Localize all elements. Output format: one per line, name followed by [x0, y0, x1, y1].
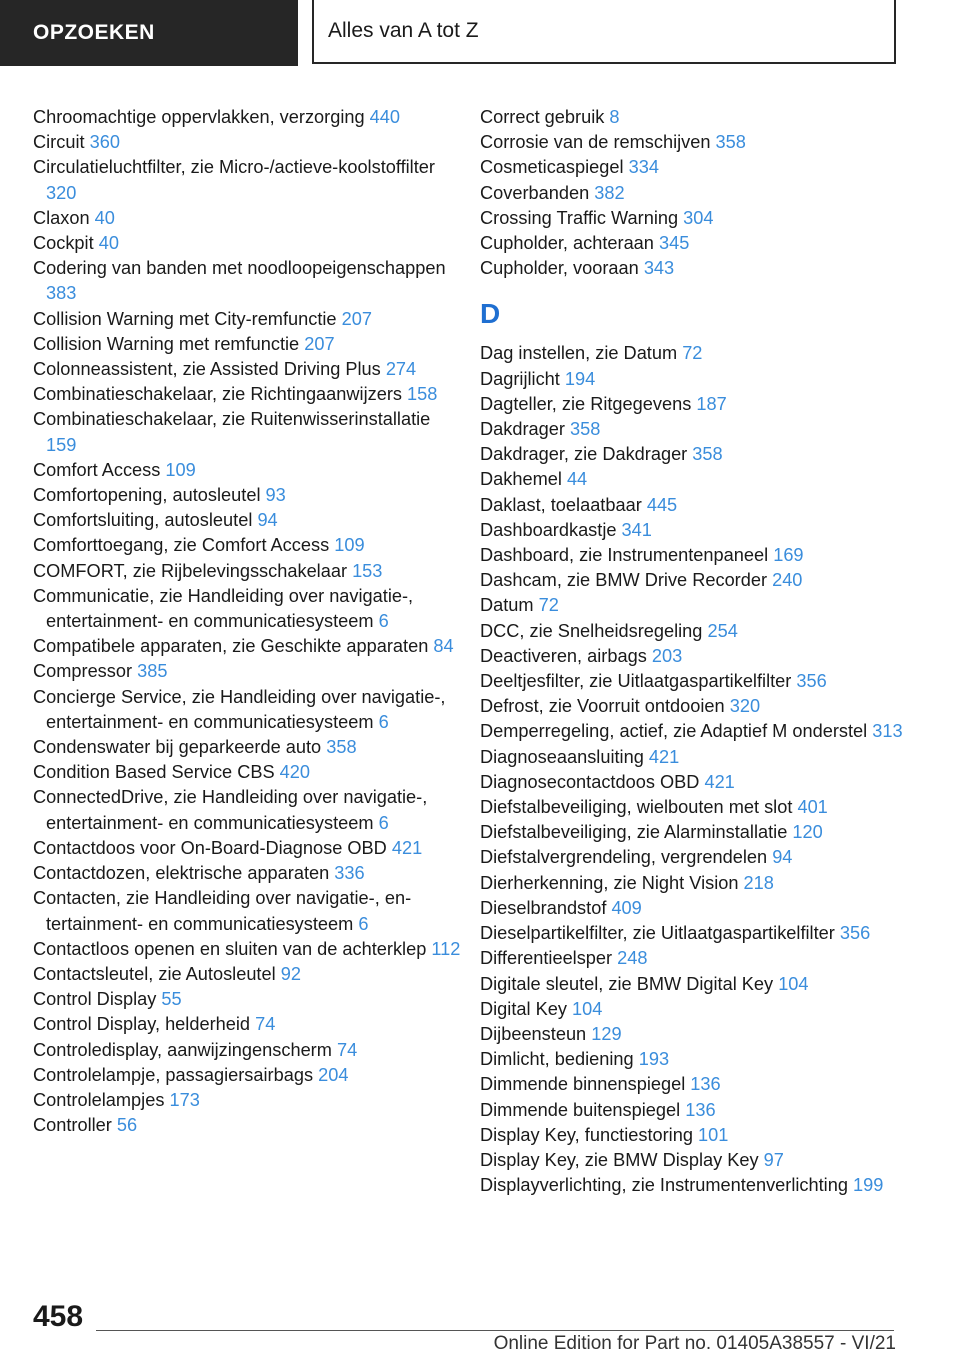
page-link[interactable]: 358 — [569, 419, 601, 440]
index-entry-text: Dimmende binnenspiegel — [480, 1074, 691, 1095]
index-group-c — [480, 105, 910, 281]
page-link[interactable]: 274 — [385, 359, 417, 380]
index-entry-text: Diefstalbeveiliging, zie Alarminstallatie — [480, 822, 793, 843]
page-link[interactable]: 360 — [89, 132, 120, 153]
index-entry — [33, 962, 463, 987]
page-link[interactable]: 104 — [572, 998, 603, 1019]
index-entry-text: Dimmende buitenspiegel — [480, 1099, 686, 1120]
page-link[interactable]: 40 — [98, 233, 119, 254]
index-entry-text: Digital Key — [480, 998, 572, 1019]
index-entry — [33, 559, 463, 584]
index-entry — [480, 896, 910, 921]
page-link[interactable]: 112 — [431, 938, 461, 959]
index-entry-text: Comfortsluiting, autosleutel — [33, 510, 258, 531]
index-entry-text: COMFORT, zie Rijbelevingsschakelaar — [33, 560, 353, 581]
index-entry-text: Correct gebruik — [480, 107, 610, 127]
index-entry-text: Dagrijlicht — [480, 368, 565, 389]
index-entry — [480, 1098, 910, 1123]
index-entry — [480, 1022, 910, 1047]
page-link[interactable]: 159 — [46, 434, 77, 455]
index-entry-text: Compatibele apparaten, zie Geschikte apparaten — [33, 636, 434, 657]
index-entry-text: Diagnosecontactdoos OBD — [480, 771, 705, 792]
page-link[interactable]: 136 — [690, 1074, 721, 1095]
index-entry — [33, 659, 463, 684]
index-entry — [33, 357, 463, 382]
index-entry — [33, 760, 463, 785]
page-link[interactable]: 187 — [696, 393, 727, 414]
page-link[interactable]: 173 — [169, 1089, 200, 1110]
index-entry — [33, 886, 463, 936]
index-entry-text: Dagteller, zie Ritgegevens — [480, 393, 697, 414]
index-entry-text: Contactdoos voor On-Board-Diagnose OBD — [33, 837, 392, 858]
page-link[interactable]: 218 — [743, 872, 774, 893]
index-entry-text: Cupholder, achteraan — [480, 233, 659, 254]
index-entry — [33, 861, 463, 886]
page-link[interactable]: 304 — [683, 207, 714, 228]
section-title: Alles van A tot Z — [328, 19, 479, 42]
index-entry-text: Collision Warning met remfunctie — [33, 333, 305, 354]
footer-divider — [96, 1330, 894, 1331]
page-link[interactable]: 84 — [433, 636, 454, 657]
index-entry-text: Circuit — [33, 132, 90, 153]
index-entry-text: Cosmeticaspiegel — [480, 157, 629, 178]
page-link[interactable]: 94 — [257, 510, 278, 531]
page-link[interactable]: 383 — [46, 283, 77, 304]
index-entry — [480, 130, 910, 155]
page-link[interactable]: 320 — [729, 696, 761, 717]
page-link[interactable]: 120 — [792, 822, 823, 843]
page-link[interactable]: 254 — [707, 620, 738, 641]
index-entry — [480, 972, 910, 997]
page-link[interactable]: 421 — [648, 746, 680, 767]
index-entry — [33, 105, 463, 130]
index-entry-text: Contactsleutel, zie Autosleutel — [33, 963, 281, 984]
index-entry-text: Dakdrager — [480, 419, 570, 440]
index-entry — [480, 619, 910, 644]
page-link[interactable]: 92 — [280, 963, 301, 984]
page-link[interactable]: 109 — [334, 535, 365, 556]
index-entry-text: Colonneassistent, zie Assisted Driving Plus — [33, 359, 386, 380]
page-link[interactable]: 421 — [391, 837, 423, 858]
index-entry-text: Dakdrager, zie Dakdrager — [480, 444, 693, 465]
page-link[interactable]: 72 — [682, 343, 703, 364]
index-entry-text: Diefstalvergrendeling, vergrendelen — [480, 847, 773, 868]
page-link[interactable]: 104 — [778, 973, 809, 994]
index-entry-text: Datum — [480, 595, 539, 616]
index-entry-text: Concierge Service, zie Handleiding over navigatie-, entertainment- en communicatiesysteem — [33, 686, 451, 732]
index-entry — [33, 1038, 463, 1063]
page-link[interactable]: 382 — [594, 182, 625, 203]
page-number: 458 — [33, 1300, 84, 1333]
index-entry-text: Comforttoegang, zie Comfort Access — [33, 535, 335, 556]
page-link[interactable]: 44 — [566, 469, 588, 490]
index-entry-text: Controlelampjes — [33, 1089, 170, 1110]
index-entry — [480, 820, 910, 845]
index-entry-text: Chroomachtige oppervlakken, verzorging — [33, 107, 370, 127]
index-entry-text: Contacten, zie Handleiding over navigatie-, entertainment- en communicatiesysteem — [33, 888, 412, 934]
index-entry-text: Display Key, functiestoring — [480, 1124, 699, 1145]
index-entry-text: Dijbeensteun — [480, 1023, 592, 1044]
index-entry — [480, 367, 910, 392]
index-entry-text: Controller — [33, 1115, 117, 1136]
page-link[interactable]: 72 — [538, 595, 559, 616]
page-link[interactable]: 6 — [378, 611, 389, 632]
index-entry — [33, 231, 463, 256]
index-entry — [480, 105, 910, 130]
index-entry-text: Control Display, helderheid — [33, 1014, 256, 1035]
index-entry-text: Differentieelsper — [480, 948, 618, 969]
index-entry — [33, 634, 463, 659]
index-entry — [33, 584, 463, 634]
page-link[interactable]: 153 — [352, 560, 383, 581]
footer-edition-text: Online Edition for Part no. 01405A38557 - VI/21 — [493, 1333, 896, 1354]
index-entry — [33, 206, 463, 231]
page-link[interactable]: 421 — [704, 771, 735, 792]
page-link[interactable]: 385 — [137, 661, 168, 682]
index-entry — [33, 483, 463, 508]
page-link[interactable]: 343 — [643, 258, 675, 279]
page-link[interactable]: 240 — [772, 570, 803, 591]
page-link[interactable]: 97 — [763, 1149, 784, 1170]
index-entry — [480, 206, 910, 231]
index-entry — [33, 785, 463, 835]
page-link[interactable]: 409 — [611, 897, 642, 918]
page-link[interactable]: 356 — [796, 671, 827, 692]
index-entry-text: Dierherkenning, zie Night Vision — [480, 872, 744, 893]
index-column-right — [480, 105, 910, 1198]
index-entry — [33, 256, 463, 306]
index-column-left — [33, 105, 463, 1138]
page-link[interactable]: 320 — [46, 182, 77, 203]
index-entry — [480, 417, 910, 442]
index-entry-text: Claxon — [33, 207, 95, 228]
letter-heading-d: D — [480, 298, 501, 330]
index-entry-text: Cockpit — [33, 233, 99, 254]
index-entry-text: Circulatieluchtfilter, zie Micro-/actieve-koolstoffilter — [33, 157, 440, 178]
index-entry-text: Dashboard, zie Instrumentenpaneel — [480, 545, 774, 566]
index-entry — [33, 508, 463, 533]
page-link[interactable]: 204 — [318, 1064, 349, 1085]
index-entry-text: Display Key, zie BMW Display Key — [480, 1149, 764, 1170]
index-entry — [33, 937, 463, 962]
index-entry-text: Diagnoseaansluiting — [480, 746, 649, 767]
index-entry-text: Crossing Traffic Warning — [480, 207, 684, 228]
page-link[interactable]: 358 — [692, 444, 723, 465]
chapter-tab-opzoeken[interactable] — [0, 0, 298, 66]
index-entry — [480, 795, 910, 820]
page-link[interactable]: 345 — [658, 233, 690, 254]
index-entry-text: Combinatieschakelaar, zie Ruitenwisserinstallatie — [33, 409, 436, 430]
page-link[interactable]: 194 — [564, 368, 596, 389]
index-entry-text: DCC, zie Snelheidsregeling — [480, 620, 708, 641]
index-entry — [480, 231, 910, 256]
page-link[interactable]: 401 — [797, 797, 828, 818]
index-entry-text: Condition Based Service CBS — [33, 762, 280, 783]
index-entry — [480, 1047, 910, 1072]
index-entry-text: Contactloos openen en sluiten van de achterklep — [33, 938, 432, 959]
index-entry-text: Defrost, zie Voorruit ontdooien — [480, 696, 730, 717]
index-entry — [480, 1072, 910, 1097]
page-link[interactable]: 193 — [638, 1049, 670, 1070]
index-entry-text: Contactdozen, elektrische apparaten — [33, 863, 335, 884]
index-entry — [480, 593, 910, 618]
index-entry-text: Corrosie van de remschijven — [480, 132, 716, 153]
page-link[interactable]: 56 — [116, 1115, 138, 1136]
index-entry-text: Dieselpartikelfilter, zie Uitlaatgaspartikelfilter — [480, 923, 840, 944]
page-link[interactable]: 248 — [617, 948, 648, 969]
index-group-d — [480, 341, 910, 1198]
page-link[interactable]: 109 — [165, 459, 196, 480]
page-link[interactable]: 420 — [279, 762, 311, 783]
index-entry-text: Cupholder, vooraan — [480, 258, 644, 279]
index-entry — [33, 155, 463, 205]
page-link[interactable]: 94 — [772, 847, 793, 868]
index-entry — [480, 467, 910, 492]
index-entry — [33, 1063, 463, 1088]
index-entry-text: Demperregeling, actief, zie Adaptief M onderstel — [480, 721, 873, 742]
index-entry-text: Dimlicht, bediening — [480, 1049, 639, 1070]
index-entry — [480, 997, 910, 1022]
page-header — [0, 0, 960, 66]
page-link[interactable]: 445 — [646, 494, 678, 515]
page-link[interactable]: 207 — [341, 308, 372, 329]
page-link[interactable]: 440 — [369, 107, 401, 127]
page-link[interactable]: 74 — [255, 1014, 276, 1035]
page-link[interactable]: 136 — [685, 1099, 716, 1120]
index-entry-text: Communicatie, zie Handleiding over navigatie-, entertainment- en communicatiesysteem — [33, 585, 419, 632]
index-entry — [33, 1113, 463, 1138]
index-entry — [480, 1173, 910, 1198]
index-entry — [480, 871, 910, 896]
page-link[interactable]: 8 — [609, 107, 620, 127]
index-entry-text: Deactiveren, airbags — [480, 645, 652, 666]
index-entry — [480, 181, 910, 206]
index-entry-text: Dashcam, zie BMW Drive Recorder — [480, 570, 773, 591]
index-entry-text: Dieselbrandstof — [480, 897, 612, 918]
page-link[interactable]: 356 — [839, 923, 871, 944]
index-entry-text: Controlelampje, passagiersairbags — [33, 1064, 319, 1085]
index-entry-text: Collision Warning met City-remfunctie — [33, 308, 342, 329]
index-entry-text: Deeltjesfilter, zie Uitlaatgaspartikelfilter — [480, 671, 797, 692]
index-entry-text: Displayverlichting, zie Instrumentenverlichting — [480, 1175, 854, 1196]
index-entry — [33, 533, 463, 558]
page-link[interactable]: 93 — [265, 485, 286, 506]
index-entry-text: Coverbanden — [480, 182, 595, 203]
page-link[interactable]: 6 — [378, 812, 389, 833]
index-entry-text: Dag instellen, zie Datum — [480, 343, 683, 364]
page-link[interactable]: 358 — [715, 132, 746, 153]
page-link[interactable]: 199 — [853, 1175, 884, 1196]
page-link[interactable]: 40 — [94, 207, 115, 228]
index-entry-text: Daklast, toelaatbaar — [480, 494, 647, 515]
index-entry — [480, 568, 910, 593]
index-entry — [33, 332, 463, 357]
index-entry-text: Codering van banden met noodloopeigenschappen — [33, 258, 451, 279]
index-entry — [480, 921, 910, 946]
page-link[interactable]: 341 — [621, 519, 652, 540]
index-entry — [33, 307, 463, 332]
page-link[interactable]: 169 — [773, 545, 804, 566]
index-entry-text: Dakhemel — [480, 469, 567, 490]
index-entry — [480, 155, 910, 180]
index-entry — [480, 845, 910, 870]
index-entry — [33, 130, 463, 155]
index-entry — [33, 458, 463, 483]
index-entry-text: ConnectedDrive, zie Handleiding over navigatie-, entertainment- en communicatiesysteem — [33, 787, 433, 833]
page-link[interactable]: 203 — [651, 645, 683, 666]
page-link[interactable]: 129 — [591, 1023, 622, 1044]
index-entry-text: Diefstalbeveiliging, wielbouten met slot — [480, 797, 798, 818]
index-entry-text: Dashboardkastje — [480, 519, 622, 540]
index-entry — [33, 382, 463, 407]
index-entry — [33, 407, 463, 457]
page-link[interactable]: 55 — [161, 989, 182, 1010]
index-entry-text: Comfortopening, autosleutel — [33, 485, 266, 506]
index-entry — [480, 341, 910, 366]
index-entry — [33, 685, 463, 735]
page-link[interactable]: 358 — [326, 737, 357, 758]
page-link[interactable]: 6 — [378, 711, 389, 732]
page-link[interactable]: 207 — [304, 333, 335, 354]
index-entry — [480, 669, 910, 694]
index-entry — [480, 1123, 910, 1148]
page-link[interactable]: 6 — [358, 913, 369, 934]
index-entry-text: Condenswater bij geparkeerde auto — [33, 737, 327, 758]
index-entry — [480, 256, 910, 281]
index-entry-text: Digitale sleutel, zie BMW Digital Key — [480, 973, 779, 994]
index-entry — [33, 735, 463, 760]
index-entry-text: Comfort Access — [33, 459, 166, 480]
page-link[interactable]: 313 — [872, 721, 903, 742]
page-link[interactable]: 158 — [407, 384, 438, 405]
index-entry — [33, 1012, 463, 1037]
index-entry — [480, 745, 910, 770]
index-entry-text: Controledisplay, aanwijzingenscherm — [33, 1039, 337, 1060]
index-entry — [33, 987, 463, 1012]
page-link[interactable]: 74 — [336, 1039, 358, 1060]
index-entry — [480, 518, 910, 543]
index-entry — [480, 644, 910, 669]
index-entry — [480, 719, 910, 744]
page-link[interactable]: 101 — [698, 1124, 729, 1145]
index-entry-text: Control Display — [33, 989, 162, 1010]
page-link[interactable]: 336 — [334, 863, 365, 884]
index-entry — [480, 770, 910, 795]
index-entry — [480, 694, 910, 719]
index-entry-text: Compressor — [33, 661, 138, 682]
index-entry — [480, 543, 910, 568]
index-entry — [480, 1148, 910, 1173]
index-entry-text: Combinatieschakelaar, zie Richtingaanwijzers — [33, 384, 408, 405]
index-entry — [33, 836, 463, 861]
index-entry — [480, 392, 910, 417]
index-entry — [480, 493, 910, 518]
index-entry — [33, 1088, 463, 1113]
index-entry — [480, 946, 910, 971]
section-title-box — [312, 0, 896, 64]
page-link[interactable]: 334 — [628, 157, 659, 178]
index-entry — [480, 442, 910, 467]
chapter-tab-label: OPZOEKEN — [33, 21, 155, 44]
